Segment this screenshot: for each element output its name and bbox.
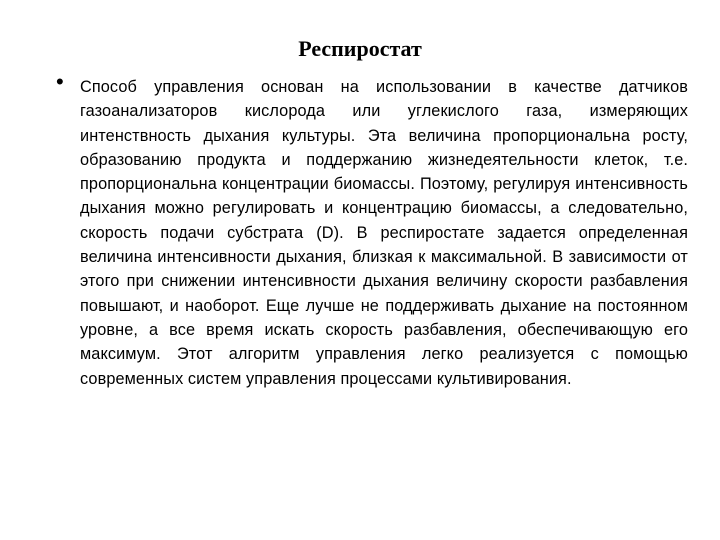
body-paragraph: Способ управления основан на использовании в качестве датчиков газоанализаторов кислорода или углекислого газа, измеряющих интенствность дыхания культуры. Эта величина пропорциональна росту, образованию продукта и поддержанию жизнедеятельности клеток, т.е. пропорциональна концентрации биомассы. Поэтому, регулируя интенсивность дыхания можно регулировать и концентрацию биомассы, а следовательно, скорость подачи субстрата (D). В респиростате задается определенная величина интенсивности дыхания, близкая к максимальной. В зависимости от этого при снижении интенсивности дыхания величину скорости разбавления повышают, и наоборот. Еще лучше не поддерживать дыхание на постоянном уровне, а все время искать скорость разбавления, обеспечивающую его максимум. Этот алгоритм управления легко реализуется с помощью современных систем управления процессами культивирования. [80,78,688,388]
bullet-icon: • [56,69,64,94]
slide-title: Респиростат [298,36,422,61]
